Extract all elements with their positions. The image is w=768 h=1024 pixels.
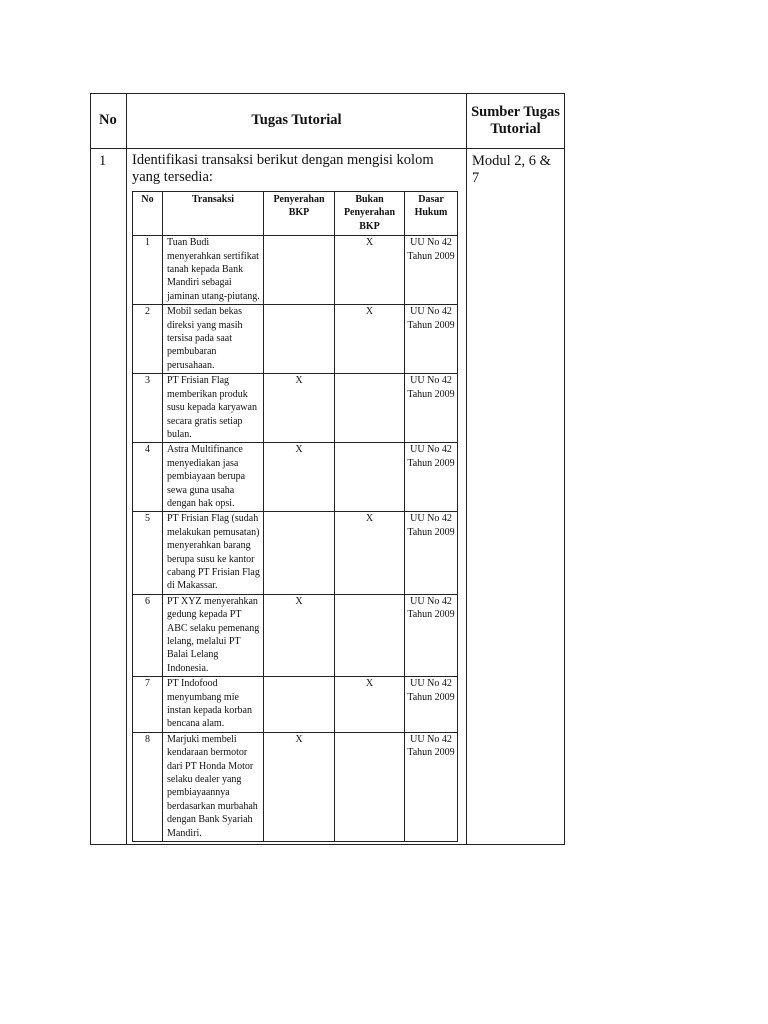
task-instruction: Identifikasi transaksi berikut dengan mengisi kolom yang tersedia:	[132, 152, 434, 185]
transaction-bukan: X	[335, 677, 405, 733]
inner-header-bukan: Bukan Penyerahan BKP	[335, 192, 405, 236]
transaction-penyerahan: X	[264, 732, 335, 841]
transaction-bukan	[335, 374, 405, 443]
transaction-dasar: UU No 42 Tahun 2009	[405, 594, 458, 676]
transaction-desc: PT Frisian Flag memberikan produk susu kepada karyawan secara gratis setiap bulan.	[163, 374, 264, 443]
header-row	[91, 94, 565, 149]
inner-header-row	[133, 192, 458, 236]
transaction-desc: Marjuki membeli kendaraan bermotor dari PT Honda Motor selaku dealer yang pembiayaannya berdasarkan murbahah dengan Bank Syariah Mandiri.	[163, 732, 264, 841]
inner-header-no: No	[133, 192, 163, 236]
transaction-no: 4	[133, 443, 163, 512]
transaction-desc: PT Indofood menyumbang mie instan kepada korban bencana alam.	[163, 677, 264, 733]
inner-header-penyerahan: Penyerahan BKP	[264, 192, 335, 236]
transaction-dasar: UU No 42 Tahun 2009	[405, 732, 458, 841]
transaction-row	[133, 512, 458, 594]
task-number: 1	[91, 149, 127, 845]
inner-header-transaksi: Transaksi	[163, 192, 264, 236]
tutorial-table	[90, 93, 565, 845]
transaction-row	[133, 732, 458, 841]
task-source: Modul 2, 6 & 7	[467, 149, 565, 845]
transaction-dasar: UU No 42 Tahun 2009	[405, 374, 458, 443]
transaction-dasar: UU No 42 Tahun 2009	[405, 236, 458, 305]
transaction-dasar: UU No 42 Tahun 2009	[405, 512, 458, 594]
transaction-penyerahan	[264, 236, 335, 305]
transaction-row	[133, 305, 458, 374]
transaction-bukan	[335, 443, 405, 512]
transaction-row	[133, 236, 458, 305]
transaction-bukan: X	[335, 236, 405, 305]
header-source: Sumber Tugas Tutorial	[467, 94, 565, 149]
transaction-table	[132, 191, 458, 842]
transaction-row	[133, 594, 458, 676]
transaction-desc: Astra Multifinance menyediakan jasa pembiayaan berupa sewa guna usaha dengan hak opsi.	[163, 443, 264, 512]
task-row	[91, 149, 565, 845]
transaction-no: 1	[133, 236, 163, 305]
transaction-row	[133, 443, 458, 512]
transaction-no: 7	[133, 677, 163, 733]
transaction-dasar: UU No 42 Tahun 2009	[405, 443, 458, 512]
transaction-bukan: X	[335, 305, 405, 374]
transaction-desc: Mobil sedan bekas direksi yang masih tersisa pada saat pembubaran perusahaan.	[163, 305, 264, 374]
transaction-penyerahan: X	[264, 594, 335, 676]
transaction-penyerahan	[264, 512, 335, 594]
transaction-no: 8	[133, 732, 163, 841]
transaction-penyerahan	[264, 677, 335, 733]
transaction-penyerahan: X	[264, 374, 335, 443]
transaction-no: 6	[133, 594, 163, 676]
transaction-penyerahan: X	[264, 443, 335, 512]
transaction-bukan	[335, 732, 405, 841]
transaction-dasar: UU No 42 Tahun 2009	[405, 677, 458, 733]
transaction-row	[133, 677, 458, 733]
transaction-row	[133, 374, 458, 443]
header-no: No	[91, 94, 127, 149]
transaction-no: 2	[133, 305, 163, 374]
transaction-dasar: UU No 42 Tahun 2009	[405, 305, 458, 374]
transaction-rows	[133, 236, 458, 842]
inner-header-dasar: Dasar Hukum	[405, 192, 458, 236]
transaction-desc: PT Frisian Flag (sudah melakukan pemusatan) menyerahkan barang berupa susu ke kantor cabang PT Frisian Flag di Makassar.	[163, 512, 264, 594]
transaction-bukan: X	[335, 512, 405, 594]
transaction-penyerahan	[264, 305, 335, 374]
transaction-desc: Tuan Budi menyerahkan sertifikat tanah kepada Bank Mandiri sebagai jaminan utang-piutang.	[163, 236, 264, 305]
task-content	[127, 149, 467, 845]
header-task: Tugas Tutorial	[127, 94, 467, 149]
transaction-bukan	[335, 594, 405, 676]
transaction-desc: PT XYZ menyerahkan gedung kepada PT ABC selaku pemenang lelang, melalui PT Balai Lelang Indonesia.	[163, 594, 264, 676]
transaction-no: 5	[133, 512, 163, 594]
transaction-no: 3	[133, 374, 163, 443]
